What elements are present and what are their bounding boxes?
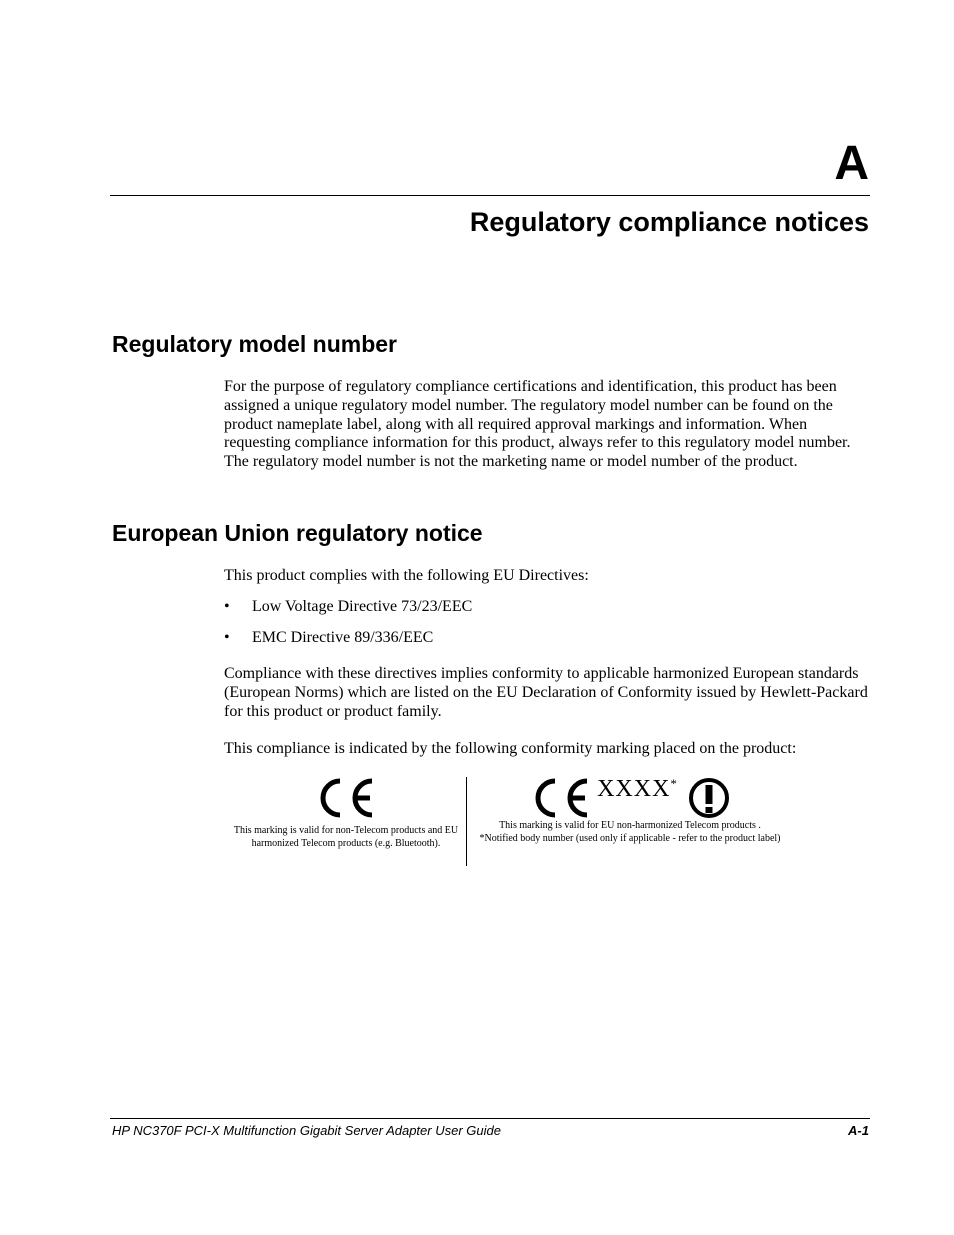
bullet-marker: • [224,598,230,615]
ce-marking-right [472,776,788,845]
section-heading-eu-notice: European Union regulatory notice [112,520,483,546]
eu-marking-paragraph: This compliance is indicated by the following conformity marking placed on the product: [224,740,797,757]
chapter-letter: A [834,137,869,190]
ce-marking-right-caption-2: *Notified body number (used only if applicable - refer to the product label) [479,832,781,844]
page-number: A-1 [848,1123,869,1138]
ce-marking-left-caption: This marking is valid for non-Telecom products and EU harmonized Telecom products (e.g. Bluetooth). [233,825,459,849]
ce-marking-left [232,776,460,850]
regulatory-model-paragraph: For the purpose of regulatory compliance certifications and identification, this product has been assigned a unique regulatory model number. The regulatory model number can be found on the product nameplate label, along with all required approval markings and information. When requesting compliance information for this product, always refer to this regulatory model number. The regulatory model number is not the marketing name or model number of the product. [224,378,851,471]
chapter-title: Regulatory compliance notices [469,207,869,237]
bullet-marker: • [224,629,230,646]
bullet-text: Low Voltage Directive 73/23/EEC [252,598,473,615]
eu-intro-text: This product complies with the following EU Directives: [224,567,589,584]
notified-body-asterisk: * [670,776,677,791]
footer-rule [110,1118,870,1119]
footer-title: HP NC370F PCI-X Multifunction Gigabit Server Adapter User Guide [112,1123,501,1138]
list-item [224,597,472,616]
notified-body-number: XXXX [597,776,671,802]
list-item [224,628,433,647]
alert-mark-icon [687,776,731,820]
bullet-text: EMC Directive 89/336/EEC [252,629,434,646]
ce-mark-icon [314,776,378,820]
section-heading-regulatory-model-number: Regulatory model number [112,331,397,357]
chapter-rule [110,195,870,196]
ce-marking-right-symbols [472,776,788,820]
eu-compliance-paragraph: Compliance with these directives implies conformity to applicable harmonized European standards (European Norms) which are listed on the EU Declaration of Conformity issued by Hewlett-Packard for this product or product family. [224,665,868,720]
ce-marking-right-caption-1: This marking is valid for EU non-harmonized Telecom products . [499,820,761,832]
ce-mark-icon [529,776,593,820]
marking-divider [466,777,467,866]
